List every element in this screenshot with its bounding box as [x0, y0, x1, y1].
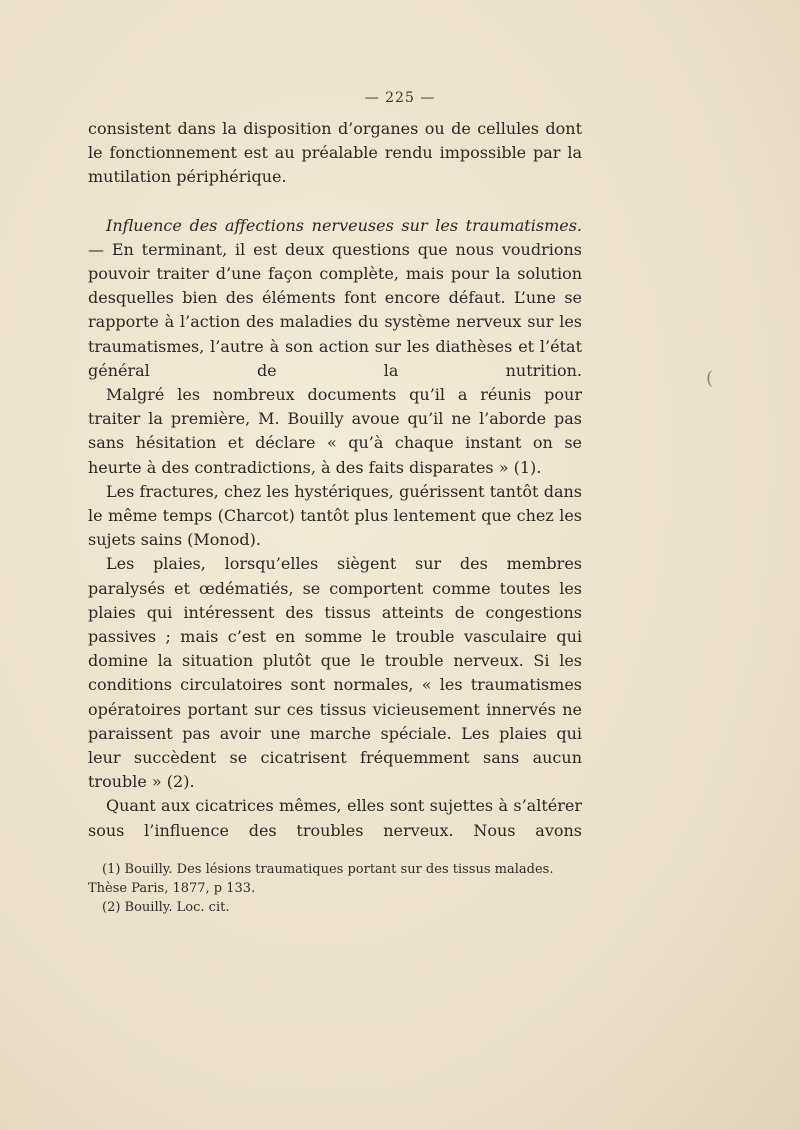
section-title: Influence des affections nerveuses sur les traumatismes. [106, 215, 582, 235]
section-paragraph [88, 214, 582, 383]
body-text [88, 117, 582, 843]
paragraph-plaies: Les plaies, lorsqu’elles siègent sur des membres paralysés et œdématiés, se comportent comme toutes les plaies qui intéressent des tissus atteints de congestions passives ; mais c’est en somme le trouble vasculaire qui domine la situation plutôt que le trouble nerveux. Si les conditions circulatoires sont normales, « les traumatismes opératoires portant sur ces tissus vicieusement innervés ne paraissent pas avoir une marche spéciale. Les plaies qui leur succèdent se cicatrisent fréquemment sans aucun trouble » (2). [88, 554, 582, 792]
paragraph-continuation: consistent dans la disposition d’organes ou de cellules dont le fonctionnement est au préalable rendu impossible par la mutilation périphérique. [88, 119, 582, 187]
section-intro-text: — En terminant, il est deux questions que nous voudrions pouvoir traiter d’une façon complète, mais pour la solution desquelles bien des éléments font encore défaut. L’une se rapporte à l’action des maladies du système nerveux sur les traumatismes, l’autre à son action sur les diathèses et l’état général de la nutrition. [88, 239, 582, 380]
paragraph-gap [88, 190, 582, 214]
paragraph-bouilly: Malgré les nombreux documents qu’il a réunis pour traiter la première, M. Bouilly avoue qu’il ne l’aborde pas sans hésitation et déclare « qu’à chaque instant on se heurte à des contradictions, à des faits disparates » (1). [88, 385, 582, 477]
margin-pencil-mark: ( [706, 368, 714, 389]
page-number: — 225 — [364, 90, 436, 106]
footnotes [88, 860, 582, 917]
footnote-2: (2) Bouilly. Loc. cit. [102, 900, 230, 915]
paragraph-fractures: Les fractures, chez les hystériques, guérissent tantôt dans le même temps (Charcot) tantôt plus lentement que chez les sujets sains (Monod). [88, 481, 582, 550]
paragraph-cicatrices: Quant aux cicatrices mêmes, elles sont sujettes à s’altérer sous l’influence des troubles nerveux. Nous avons [88, 796, 582, 840]
footnote-1: (1) Bouilly. Des lésions traumatiques portant sur des tissus malades. Thèse Paris, 1877, p 133. [88, 862, 554, 896]
